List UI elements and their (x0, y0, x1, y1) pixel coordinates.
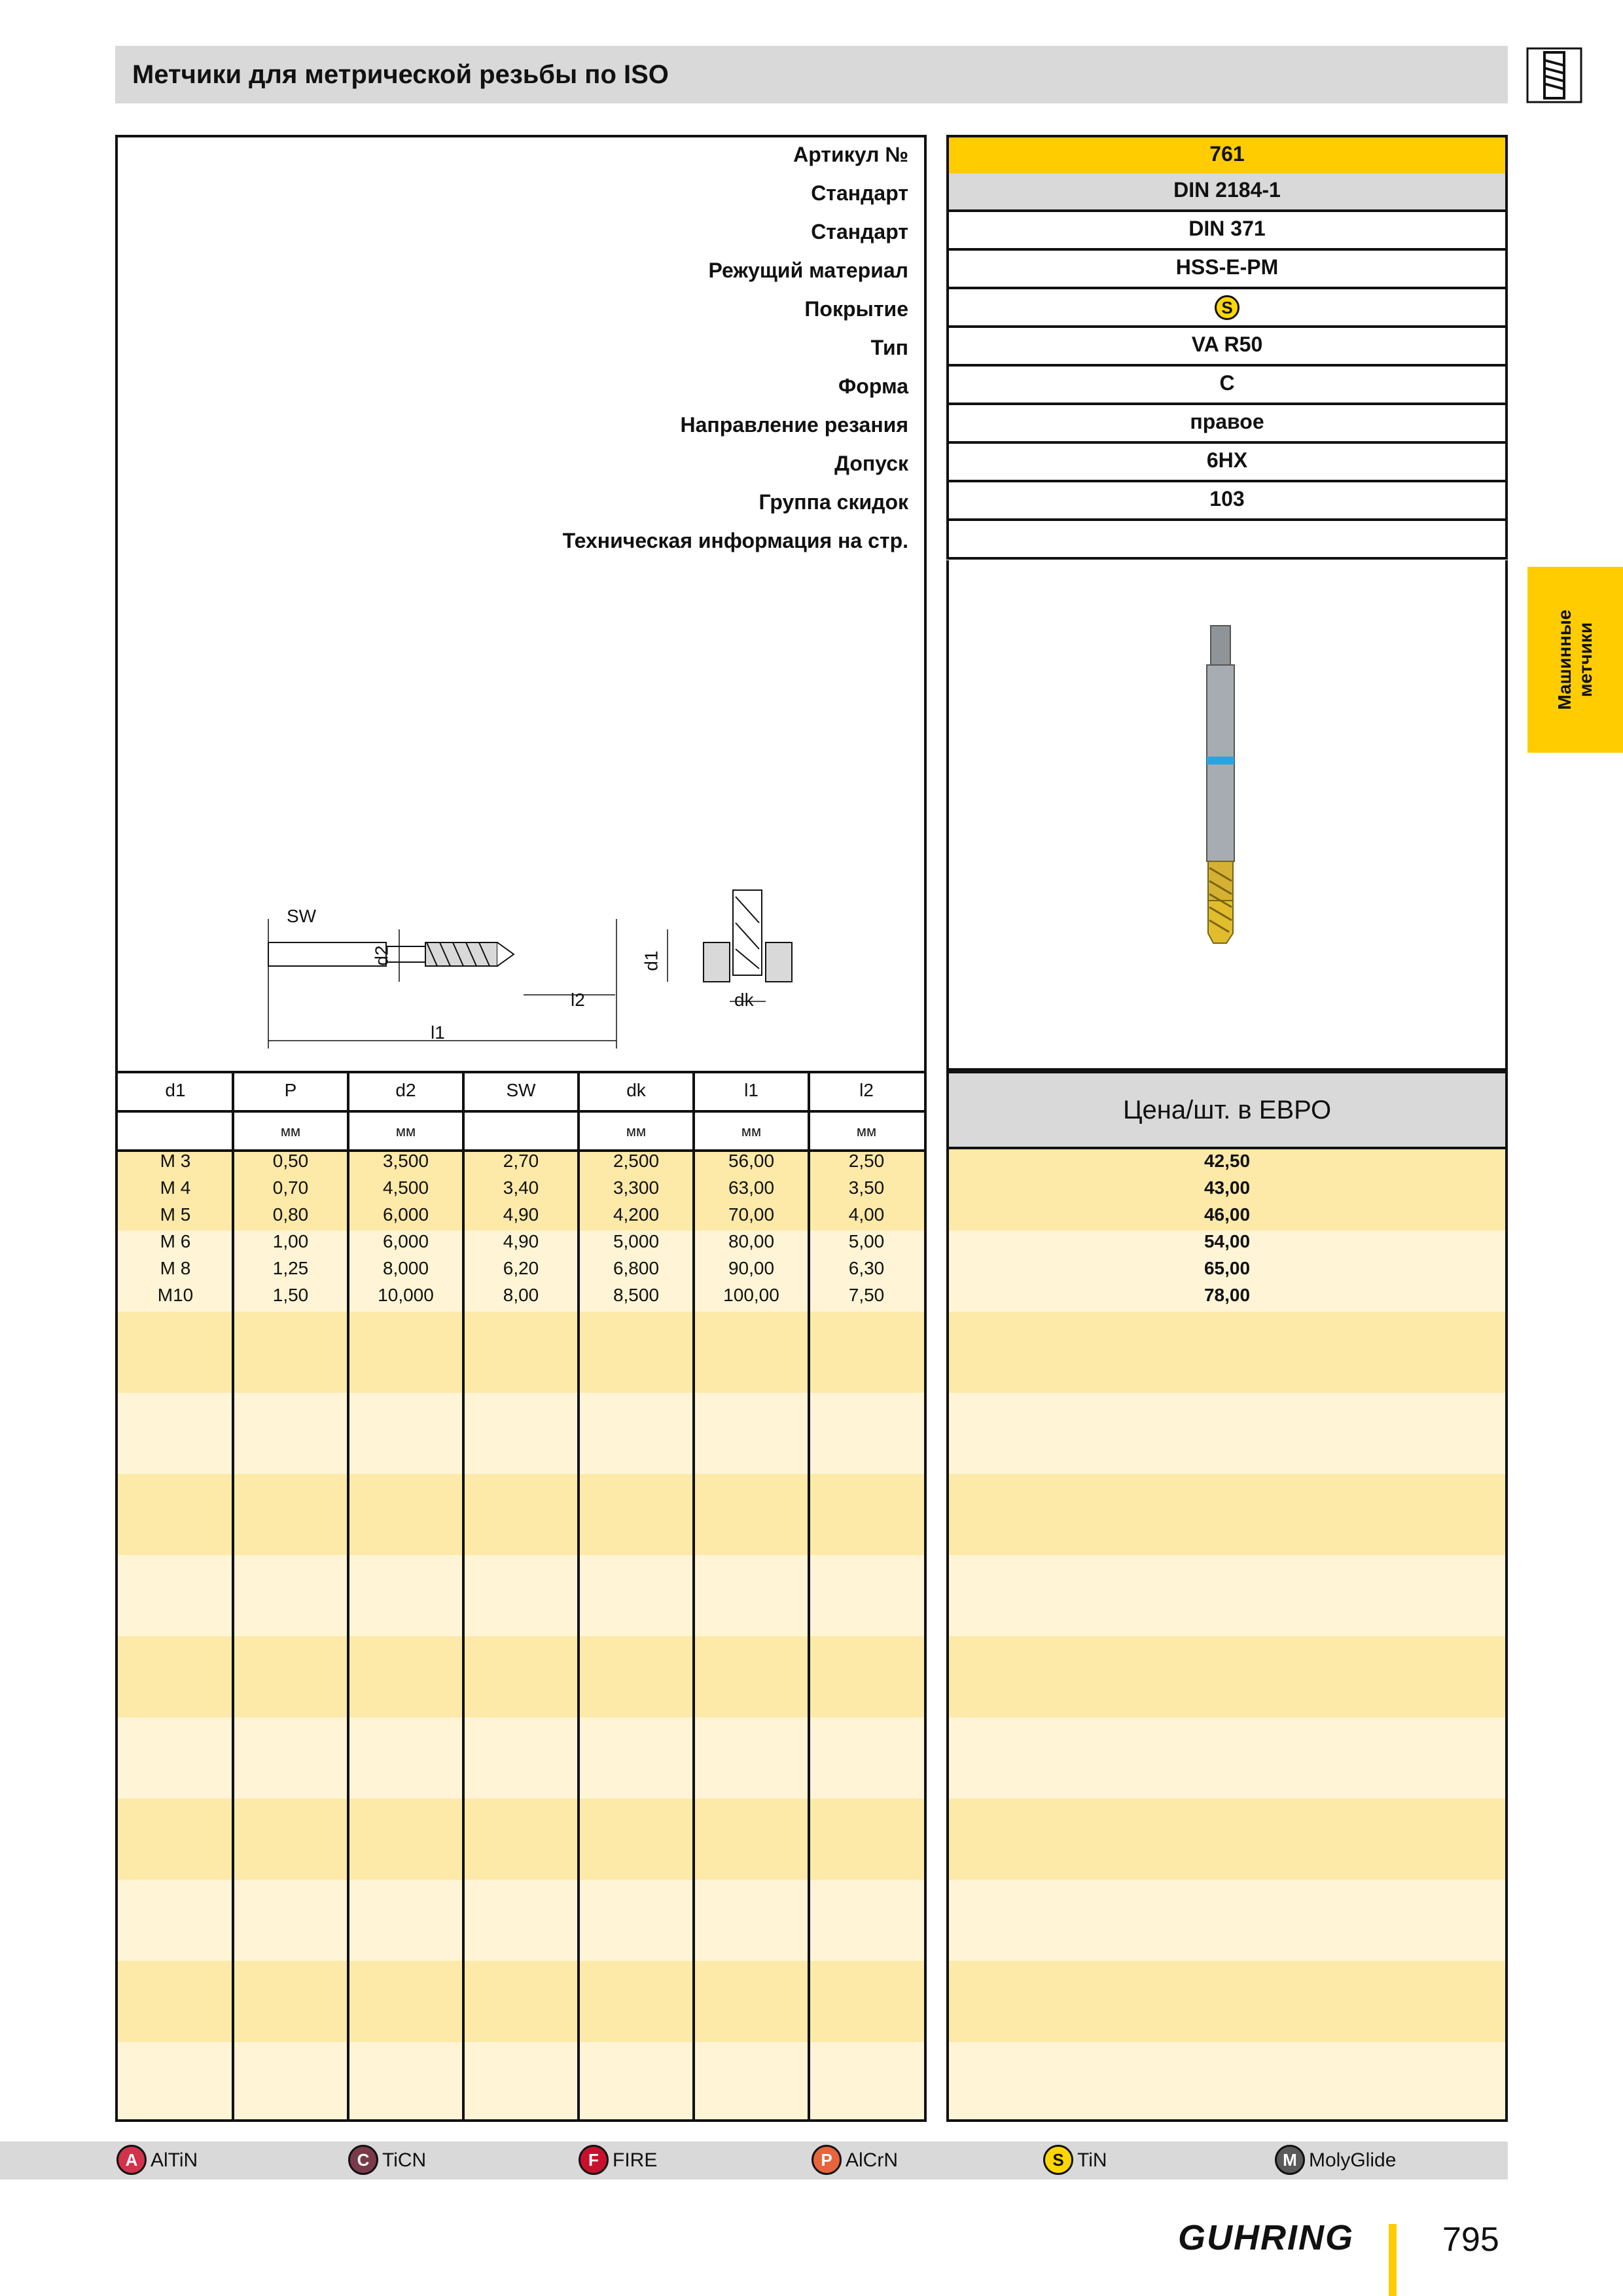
table-cell: 0,50 (272, 1151, 309, 1171)
table-cell: 3,40 (503, 1177, 539, 1198)
property-value: HSS-E-PM (946, 251, 1508, 289)
coating-tin-icon: S (1043, 2145, 1073, 2175)
table-cell: 6,20 (503, 1258, 539, 1278)
price-cell: 65,00 (1204, 1258, 1251, 1278)
property-label: Форма (838, 374, 908, 398)
property-label: Допуск (834, 452, 908, 475)
legend-label: TiCN (382, 2149, 427, 2171)
table-cell: 10,000 (378, 1285, 434, 1305)
table-cell: 1,50 (272, 1285, 309, 1305)
table-stripe (118, 1636, 924, 1717)
coating-molyglide-icon: M (1275, 2145, 1305, 2175)
table-cell: 5,000 (613, 1231, 660, 1251)
table-cell: 3,500 (382, 1151, 429, 1171)
table-cell: 0,80 (272, 1204, 309, 1225)
table-cell: 4,90 (503, 1204, 539, 1225)
table-column-rule (808, 1071, 810, 2122)
price-cell: 46,00 (1204, 1204, 1251, 1225)
legend-label: MolyGlide (1309, 2149, 1397, 2171)
table-cell: 7,50 (848, 1285, 885, 1305)
page-number: 795 (1442, 2221, 1499, 2259)
table-stripe (949, 1636, 1505, 1717)
column-header: d1 (165, 1080, 186, 1100)
table-column-rule (462, 1071, 465, 2122)
table-cell: 8,00 (503, 1285, 539, 1305)
table-cell: 2,70 (503, 1151, 539, 1171)
table-cell: 8,000 (382, 1258, 429, 1278)
column-unit: мм (395, 1123, 416, 1139)
price-cell: 42,50 (1204, 1151, 1251, 1171)
property-value (946, 289, 1508, 328)
legend-label: FIRE (613, 2149, 658, 2171)
drawing-label-d1: d1 (641, 950, 662, 971)
coating-alcrn-icon: P (812, 2145, 842, 2175)
coating-altin-icon: A (116, 2145, 147, 2175)
table-stripe (118, 1474, 924, 1555)
property-label: Направление резания (680, 413, 908, 437)
column-unit: мм (741, 1123, 762, 1139)
drawing-label-l1: l1 (431, 1022, 445, 1043)
product-image-frame (946, 560, 1508, 1071)
table-column-rule (232, 1071, 234, 2122)
property-label: Группа скидок (758, 490, 908, 514)
table-stripe (118, 1312, 924, 1393)
table-stripe (118, 1961, 924, 2042)
table-cell: 1,00 (272, 1231, 309, 1251)
property-value: DIN 371 (946, 212, 1508, 251)
price-cell: 43,00 (1204, 1177, 1251, 1198)
property-value: 103 (946, 482, 1508, 521)
price-cell: 78,00 (1204, 1285, 1251, 1305)
table-stripe (949, 1880, 1505, 1961)
property-label: Стандарт (811, 220, 908, 243)
table-cell: M 3 (160, 1151, 191, 1171)
table-rule (946, 1147, 1508, 1149)
property-label: Покрытие (804, 297, 908, 321)
table-cell: 2,500 (613, 1151, 660, 1171)
property-value: DIN 2184-1 (946, 173, 1508, 212)
property-label: Режущий материал (708, 259, 908, 282)
table-cell: M 5 (160, 1204, 191, 1225)
price-header: Цена/шт. в ЕВРО (949, 1073, 1505, 1147)
legend-label: AlCrN (846, 2149, 898, 2171)
table-cell: 3,300 (613, 1177, 660, 1198)
table-stripe (949, 2042, 1505, 2119)
table-cell: 6,000 (382, 1204, 429, 1225)
coating-tin-icon: S (1215, 295, 1240, 320)
table-cell: M 8 (160, 1258, 191, 1278)
table-cell: 6,000 (382, 1231, 429, 1251)
table-stripe (118, 1717, 924, 1799)
footer-divider (1389, 2224, 1397, 2296)
table-cell: 5,00 (848, 1231, 885, 1251)
table-column-rule (347, 1071, 349, 2122)
table-stripe (118, 1799, 924, 1880)
property-value: VA R50 (946, 328, 1508, 367)
column-unit: мм (626, 1123, 647, 1139)
table-cell: 100,00 (723, 1285, 779, 1305)
table-cell: 4,500 (382, 1177, 429, 1198)
property-value: C (946, 367, 1508, 405)
table-cell: M 4 (160, 1177, 191, 1198)
table-rule (115, 1110, 927, 1113)
legend-label: TiN (1077, 2149, 1107, 2171)
table-cell: 2,50 (848, 1151, 885, 1171)
table-cell: 8,500 (613, 1285, 660, 1305)
legend-label: AlTiN (151, 2149, 198, 2171)
table-stripe (118, 1393, 924, 1474)
brand-logo: GUHRING (1178, 2218, 1354, 2257)
table-cell: 4,00 (848, 1204, 885, 1225)
table-rule (115, 1071, 927, 1073)
price-cell: 54,00 (1204, 1231, 1251, 1251)
table-cell: 70,00 (728, 1204, 775, 1225)
drawing-label-dk: dk (734, 990, 754, 1010)
side-tab-line-1: Машинные (1554, 609, 1575, 710)
property-label: Стандарт (811, 181, 908, 205)
table-cell: M10 (157, 1285, 194, 1305)
side-tab-label (1527, 567, 1623, 753)
table-column-rule (577, 1071, 580, 2122)
table-cell: 4,200 (613, 1204, 660, 1225)
table-cell: 90,00 (728, 1258, 775, 1278)
property-value: 6HX (946, 444, 1508, 482)
coating-ticn-icon: C (348, 2145, 378, 2175)
column-unit: мм (280, 1123, 301, 1139)
table-stripe (118, 1555, 924, 1636)
drawing-label-d2: d2 (371, 945, 392, 966)
table-cell: 6,30 (848, 1258, 885, 1278)
page-title: Метчики для метрической резьбы по ISO (132, 60, 669, 89)
table-column-rule (692, 1071, 695, 2122)
column-header: d2 (395, 1080, 416, 1100)
column-header: SW (506, 1080, 536, 1100)
property-label: Техническая информация на стр. (562, 529, 908, 552)
coating-fire-icon: F (579, 2145, 609, 2175)
table-cell: 1,25 (272, 1258, 309, 1278)
table-stripe (118, 2042, 924, 2119)
property-value: 761 (946, 135, 1508, 176)
column-unit: мм (856, 1123, 877, 1139)
table-cell: 56,00 (728, 1151, 775, 1171)
table-cell: 63,00 (728, 1177, 775, 1198)
column-header: dk (626, 1080, 646, 1100)
column-header: l2 (859, 1080, 874, 1100)
table-cell: 80,00 (728, 1231, 775, 1251)
table-cell: M 6 (160, 1231, 191, 1251)
drawing-label-sw: SW (287, 906, 317, 926)
table-cell: 0,70 (272, 1177, 309, 1198)
property-label: Тип (870, 336, 908, 359)
table-cell: 6,800 (613, 1258, 660, 1278)
table-stripe (949, 1961, 1505, 2042)
column-header: l1 (744, 1080, 758, 1100)
table-stripe (949, 1799, 1505, 1880)
tap-thread-icon (1525, 46, 1584, 105)
table-cell: 3,50 (848, 1177, 885, 1198)
table-stripe (949, 1474, 1505, 1555)
table-stripe (118, 1880, 924, 1961)
table-stripe (949, 1312, 1505, 1393)
table-stripe (949, 1393, 1505, 1474)
tap-technical-drawing (249, 877, 812, 1060)
property-value (946, 521, 1508, 560)
side-tab-line-2: метчики (1575, 622, 1596, 698)
column-header: P (284, 1080, 297, 1100)
drawing-label-l2: l2 (571, 990, 585, 1010)
table-stripe (949, 1555, 1505, 1636)
table-stripe (949, 1717, 1505, 1799)
property-label: Артикул № (793, 143, 908, 166)
property-value: правое (946, 405, 1508, 444)
tap-product-image (949, 560, 1505, 1068)
table-cell: 4,90 (503, 1231, 539, 1251)
